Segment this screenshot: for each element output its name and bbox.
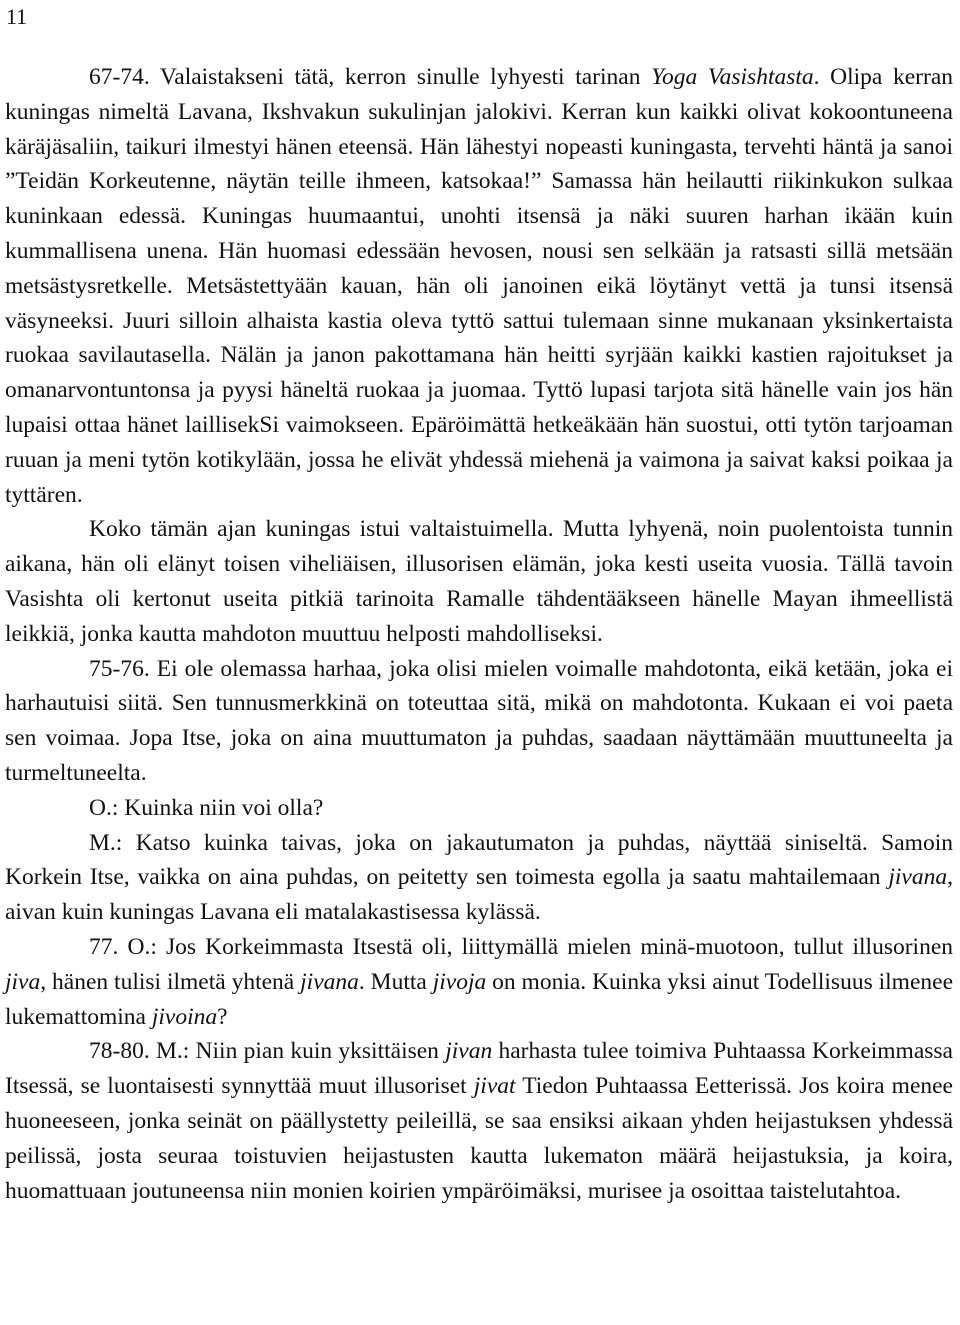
paragraph-text: 77. O.: Jos Korkeimmasta Itsestä oli, liittymällä mielen minä-muotoon, tullut illusorinen — [89, 933, 953, 960]
paragraph-text: 78-80. M.: Niin pian kuin yksittäisen — [89, 1038, 446, 1065]
italic-term: jivana — [888, 864, 948, 891]
page-number: 11 — [6, 4, 28, 29]
italic-term: jivoina — [151, 1003, 218, 1030]
paragraph-text: . Mutta — [358, 968, 433, 995]
paragraph — [5, 512, 953, 651]
paragraph-text: harhasta tulee toimiva Puhtaassa Korkeimmassa Itsessä, se luontaisesti synnyttää muut illusoriset — [5, 1038, 953, 1100]
paragraph — [5, 652, 953, 791]
italic-term: jivoja — [432, 968, 487, 995]
paragraph-text: M.: Katso kuinka taivas, joka on jakautumaton ja puhdas, näyttää siniseltä. Samoin Korkein Itse, vaikka on aina puhdas, on peitetty sen toimesta egolla ja saatu mahtailemaan — [5, 829, 953, 891]
paragraph-text: Tiedon Puhtaassa Eetterissä. Jos koira menee huoneeseen, jonka seinät on päällystetty peileillä, se saa ensiksi aikaan yhden heijastuksen yhdessä peilissä, josta seuraa toistuvien heijastusten kautta lukematon määrä heijastuksia, ja koira, huomattuaan joutuneensa niin monien koirien ympäröimäksi, murisee ja osoittaa taistelutahtoa. — [5, 1073, 953, 1204]
paragraph — [5, 791, 953, 826]
paragraph-text: 67-74. Valaistakseni tätä, kerron sinulle lyhyesti tarinan — [89, 64, 652, 90]
paragraph-text: on monia. Kuinka yksi ainut Todellisuus ilmenee lukemattomina — [5, 968, 954, 1030]
italic-term: Yoga Vasishtasta — [651, 64, 814, 90]
paragraph-text: , hänen tulisi ilmetä yhtenä — [40, 968, 301, 995]
paragraph — [5, 826, 953, 930]
paragraph — [5, 1034, 953, 1208]
paragraph-text: , aivan kuin kuningas Lavana eli matalakastisessa kylässä. — [5, 864, 953, 926]
paragraph-text: O.: Kuinka niin voi olla? — [89, 794, 324, 821]
paragraph-text: ? — [217, 1003, 228, 1030]
paragraph-text: . Olipa kerran kuningas nimeltä Lavana, Ikshvakun sukulinjan jalokivi. Kerran kun kaikki olivat kokoontuneena käräjäsaliin, taikuri ilmestyi hänen eteensä. Hän lähestyi nopeasti kuningasta, tervehti häntä ja sanoi ”Teidän Korkeutenne, näytän teille ihmeen, katsokaa!” Samassa hän heilautti riikinkukon sulkaa kuninkaan edessä. Kuningas huumaantui, unohti itsensä ja näki suuren harhan ikään kuin kummallisena unena. Hän huomasi edessään hevosen, nousi sen selkään ja ratsasti sillä metsään metsästysretkelle. Metsästettyään kauan, hän oli janoinen eikä löytänyt vettä ja tunsi itsensä väsyneeksi. Juuri silloin alhaista kastia oleva tyttö sattui tulemaan sinne mukanaan yksinkertaista ruokaa savilautasella. Nälän ja janon pakottamana hän heitti syrjään kaikki kastien rajoitukset ja omanarvontuntonsa ja pyysi häneltä ruokaa ja juomaa. Tyttö lupasi tarjota sitä hänelle vain jos hän lupaisi ottaa hänet laillisekSi vaimokseen. Epäröimättä hetkeäkään hän suostui, otti tytön tarjoaman ruuan ja meni tytön kotikylään, jossa he elivät yhdessä miehenä ja vaimona ja saivat kaksi poikaa ja tyttären. — [5, 64, 953, 508]
italic-term: jiva — [5, 968, 41, 995]
italic-term: jivana — [300, 968, 359, 995]
paragraph — [5, 930, 953, 1034]
paragraph-text: Koko tämän ajan kuningas istui valtaistuimella. Mutta lyhyenä, noin puolentoista tunnin aikana, hän oli elänyt toisen viheliäisen, illusorisen elämän, joka kesti useita vuosia. Tällä tavoin Vasishta oli kertonut useita pitkiä tarinoita Ramalle tähdentääkseen hänelle Mayan ihmeellistä leikkiä, jonka kautta mahdoton muuttuu helposti mahdolliseksi. — [5, 516, 953, 647]
italic-term: jivat — [473, 1073, 516, 1100]
paragraph-text: 75-76. Ei ole olemassa harhaa, joka olisi mielen voimalle mahdotonta, eikä ketään, joka ei harhautuisi siitä. Sen tunnusmerkkinä on toteuttaa sitä, mikä on mahdotonta. Kukaan ei voi paeta sen voimaa. Jopa Itse, joka on aina muuttumaton ja puhdas, saadaan näyttämään muuttuneelta ja turmeltuneelta. — [5, 655, 953, 786]
paragraph — [5, 60, 953, 512]
body-text — [5, 60, 953, 1208]
italic-term: jivan — [445, 1038, 493, 1065]
